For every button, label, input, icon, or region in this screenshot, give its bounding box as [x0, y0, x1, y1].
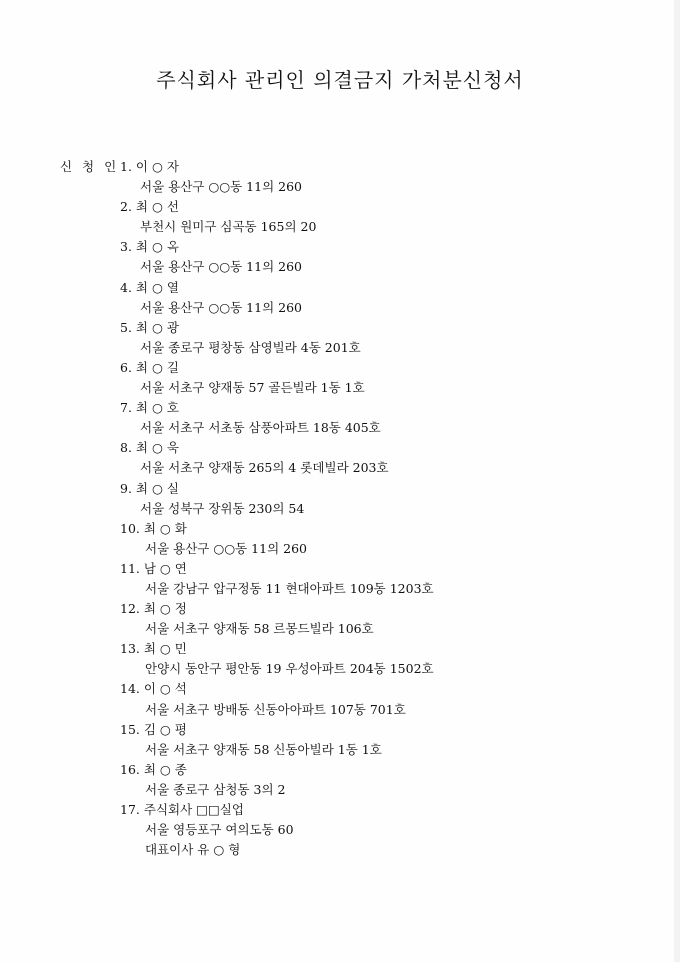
- applicant-number: 1.: [120, 159, 132, 174]
- applicant-name: 최 ○ 민: [143, 641, 187, 657]
- applicant-heading: [120, 599, 434, 619]
- applicant-heading: [120, 639, 434, 659]
- applicant-name: 최 ○ 광: [135, 319, 179, 335]
- applicant-name: 최 ○ 호: [135, 400, 179, 416]
- applicant-heading: [120, 479, 434, 499]
- applicant-name: 이 ○ 자: [135, 159, 179, 174]
- applicant-heading: [120, 519, 434, 539]
- applicant-heading: [120, 679, 434, 699]
- applicant-address: 서울 서초구 양재동 58 신동아빌라 1동 1호: [145, 741, 382, 757]
- applicant-name: 최 ○ 실: [135, 480, 179, 496]
- applicant-entry: [120, 157, 434, 197]
- applicant-name: 남 ○ 연: [143, 560, 187, 576]
- applicant-name: 최 ○ 종: [143, 761, 187, 777]
- applicant-entry: [120, 318, 434, 358]
- applicant-number: 12.: [120, 601, 140, 617]
- applicant-entry: [120, 760, 434, 800]
- applicant-address: 서울 용산구 ○○동 11의 260: [140, 259, 302, 275]
- applicant-address: 서울 강남구 압구정동 11 현대아파트 109동 1203호: [145, 580, 434, 596]
- applicant-number: 17.: [120, 802, 140, 817]
- applicant-entry: [120, 519, 434, 559]
- applicant-entry: [120, 237, 434, 277]
- applicant-address: 서울 성북구 장위동 230의 54: [140, 500, 305, 516]
- applicant-label: 신 청 인: [60, 159, 120, 174]
- applicant-address: 서울 종로구 삼청동 3의 2: [145, 781, 286, 797]
- applicant-number: 11.: [120, 560, 140, 576]
- applicant-address: 서울 서초구 양재동 57 골든빌라 1동 1호: [140, 380, 365, 396]
- applicant-number: 7.: [120, 400, 132, 416]
- applicant-address: 서울 용산구 ○○동 11의 260: [140, 179, 302, 195]
- applicant-name: 최 ○ 욱: [135, 440, 179, 456]
- applicant-entry: [120, 197, 434, 237]
- applicant-number: 14.: [120, 681, 140, 697]
- applicant-heading: [120, 358, 434, 378]
- applicant-name: 최 ○ 정: [143, 601, 187, 617]
- applicant-entry: [120, 720, 434, 760]
- applicant-number: 16.: [120, 761, 140, 777]
- applicant-heading: [120, 237, 434, 257]
- applicant-entry: [120, 679, 434, 719]
- applicant-address: 서울 서초구 방배동 신동아아파트 107동 701호: [145, 701, 406, 717]
- applicant-number: 10.: [120, 520, 140, 536]
- applicant-entry: [120, 398, 434, 438]
- applicant-heading: [120, 800, 434, 820]
- applicant-name: 주식회사 □□실업: [143, 802, 244, 817]
- applicant-heading: [120, 278, 434, 298]
- applicant-heading: [120, 760, 434, 780]
- applicant-name: 최 ○ 선: [135, 199, 179, 215]
- applicant-number: 5.: [120, 319, 132, 335]
- applicant-number: 6.: [120, 359, 132, 375]
- applicant-entry: [120, 559, 434, 599]
- applicant-number: 15.: [120, 721, 140, 737]
- applicant-heading: [120, 398, 434, 418]
- applicant-number: 8.: [120, 440, 132, 456]
- applicant-address: 서울 용산구 ○○동 11의 260: [145, 540, 307, 556]
- applicant-entry: [120, 278, 434, 318]
- applicant-number: 9.: [120, 480, 132, 496]
- applicant-address: 서울 서초구 양재동 58 르몽드빌라 106호: [145, 621, 374, 637]
- applicant-heading: [120, 438, 434, 458]
- applicant-heading: [120, 157, 434, 177]
- applicant-entry: [120, 358, 434, 398]
- applicant-address: 서울 영등포구 여의도동 60: [145, 822, 294, 838]
- applicant-name: 김 ○ 평: [143, 721, 187, 737]
- applicant-number: 4.: [120, 279, 132, 295]
- page-edge: [674, 0, 680, 962]
- applicant-name: 최 ○ 화: [143, 520, 187, 536]
- applicant-representative: 대표이사 유 ○ 형: [145, 842, 241, 858]
- applicant-name: 최 ○ 옥: [135, 239, 179, 255]
- applicant-entry: [120, 479, 434, 519]
- applicant-entry: [120, 800, 434, 860]
- applicant-number: 3.: [120, 239, 132, 255]
- applicant-heading: [120, 720, 434, 740]
- applicant-entry: [120, 639, 434, 679]
- document-title: 주식회사 관리인 의결금지 가처분신청서: [156, 68, 524, 92]
- applicant-heading: [120, 318, 434, 338]
- applicant-address: 안양시 동안구 평안동 19 우성아파트 204동 1502호: [145, 661, 434, 677]
- applicant-entry: [120, 438, 434, 478]
- applicant-address: 부천시 원미구 심곡동 165의 20: [140, 219, 317, 235]
- applicant-name: 이 ○ 석: [143, 681, 187, 697]
- applicant-name: 최 ○ 길: [135, 359, 179, 375]
- applicant-number: 2.: [120, 199, 132, 215]
- applicant-name: 최 ○ 열: [135, 279, 179, 295]
- applicant-list: [120, 157, 434, 860]
- applicant-number: 13.: [120, 641, 140, 657]
- applicant-entry: [120, 599, 434, 639]
- applicant-address: 서울 서초구 서초동 삼풍아파트 18동 405호: [140, 420, 381, 436]
- applicant-address: 서울 종로구 평창동 삼영빌라 4동 201호: [140, 339, 361, 355]
- applicant-address: 서울 용산구 ○○동 11의 260: [140, 299, 302, 315]
- applicant-heading: [120, 197, 434, 217]
- applicant-heading: [120, 559, 434, 579]
- applicant-address: 서울 서초구 양재동 265의 4 롯데빌라 203호: [140, 460, 389, 476]
